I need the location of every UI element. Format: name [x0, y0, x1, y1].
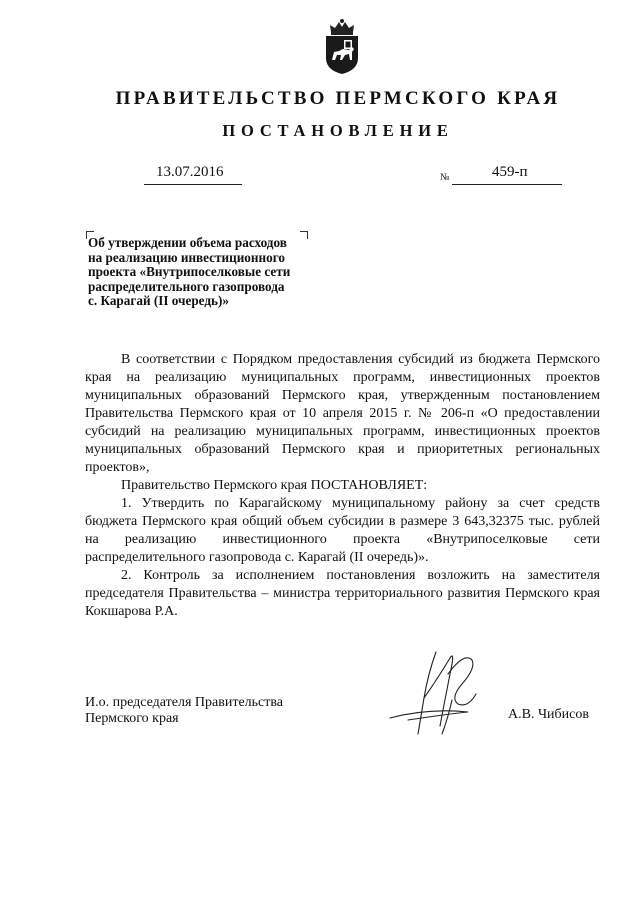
document-type: ПОСТАНОВЛЕНИЕ — [222, 121, 454, 140]
signatory-title: И.о. председателя Правительства Пермского края — [85, 695, 284, 726]
document-body — [85, 351, 600, 621]
signatory-name: А.В. Чибисов — [508, 707, 589, 722]
handwritten-signature — [388, 634, 500, 746]
date-field — [144, 164, 242, 185]
decree-intro: Правительство Пермского края ПОСТАНОВЛЯЕТ: — [121, 478, 428, 493]
organization-title: ПРАВИТЕЛЬСТВО ПЕРМСКОГО КРАЯ — [115, 88, 561, 109]
item-2-paragraph: 2. Контроль за исполнением постановления возложить на заместителя председателя Правительства – министра территориального развития Пермского края Кокшарова Р.А. — [85, 568, 600, 619]
number-field — [452, 164, 562, 185]
document-date: 13.07.2016 — [156, 164, 224, 180]
subject-heading: Об утверждении объема расходов на реализацию инвестиционного проекта «Внутрипоселковые сети распределительного газопровода с. Карагай (II очередь)» — [88, 235, 291, 309]
item-1-paragraph: 1. Утвердить по Карагайскому муниципальному району за счет средств бюджета Пермского края общий объем субсидии в размере 3 643,32375 тыс. рублей на реализацию инвестиционного проекта «Внутрипоселковые сети распределительного газопровода с. Карагай (II очередь)». — [85, 496, 600, 565]
number-sign: № — [440, 172, 450, 183]
coat-of-arms-icon — [322, 18, 362, 76]
preamble-paragraph: В соответствии с Порядком предоставления субсидий из бюджета Пермского края на реализацию муниципальных программ, инвестиционных проектов муниципальных образований Пермского края, утвержденным постановлением Правительства Пермского края от 10 апреля 2015 г. № 206-п «О предоставлении субсидий на реализацию муниципальных программ, инвестиционных проектов муниципальных образований Пермского края и приоритетных региональных проектов», — [85, 352, 600, 475]
document-number: 459-п — [492, 164, 528, 180]
crown-icon — [330, 19, 354, 35]
